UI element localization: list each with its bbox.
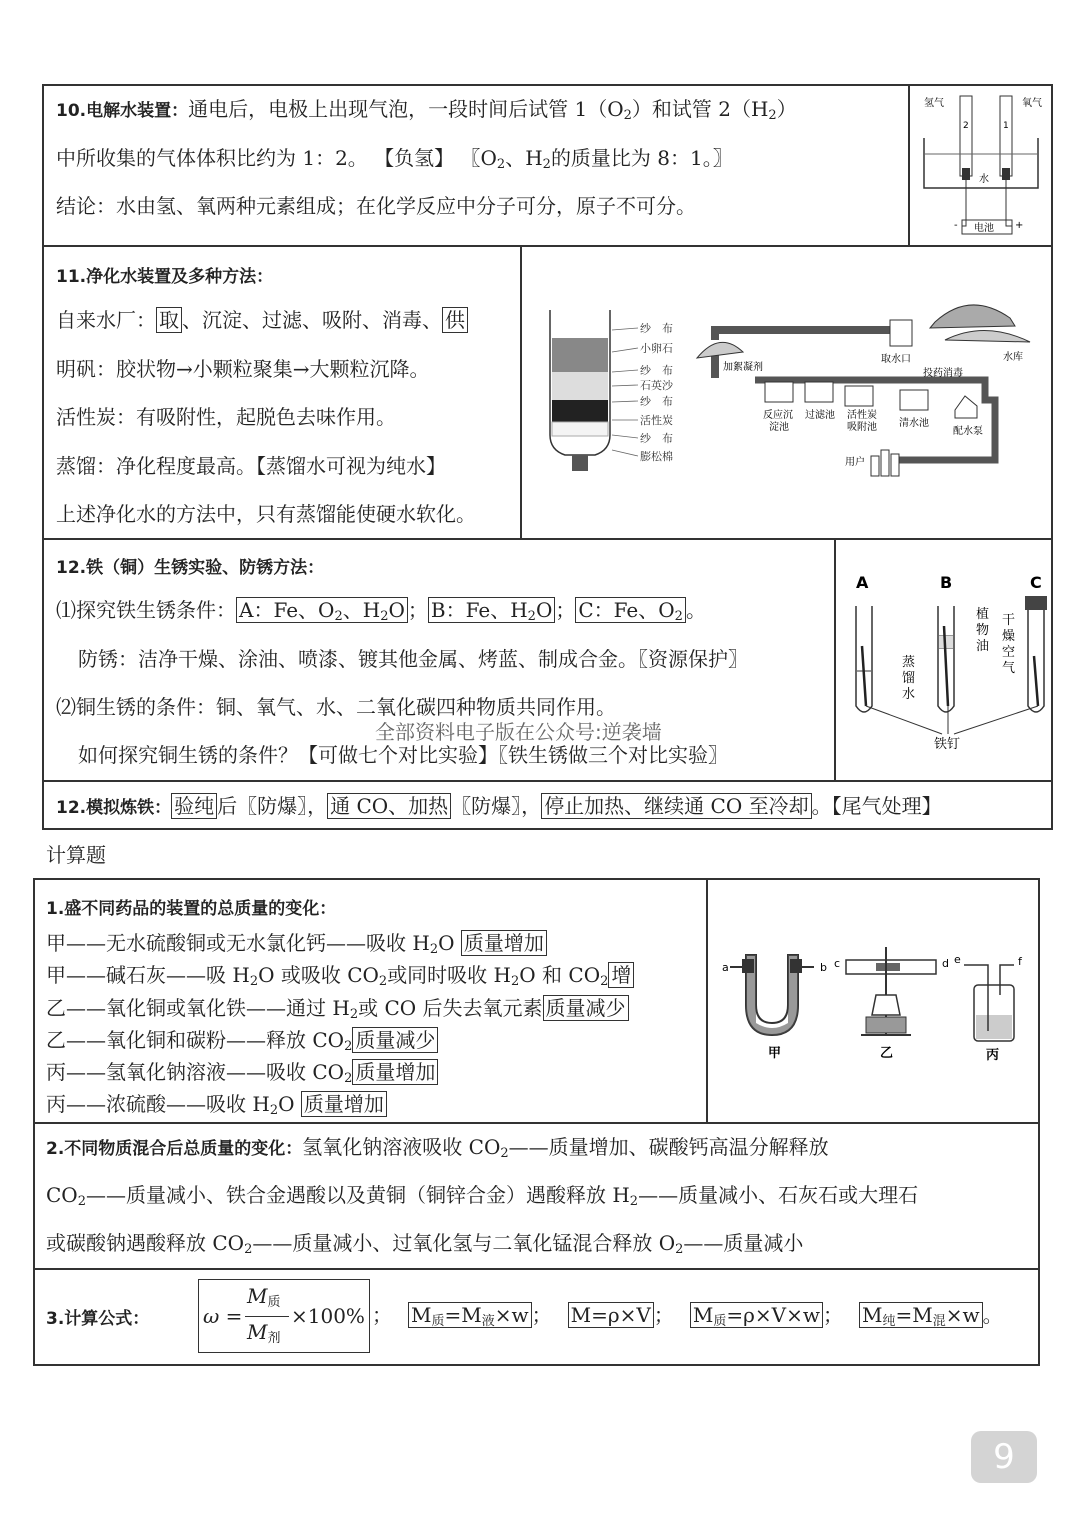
text: 。 bbox=[685, 598, 706, 622]
percent: ×100% bbox=[291, 1304, 365, 1328]
boxed-text: 质量增加 bbox=[352, 1059, 438, 1085]
calc-3-title: 3.计算公式： bbox=[46, 1309, 150, 1329]
nail-label: 铁钉 bbox=[934, 737, 961, 752]
text: ； bbox=[372, 1303, 392, 1327]
port-b: b bbox=[820, 961, 827, 974]
filter-label: 活性炭 bbox=[640, 414, 673, 427]
boxed-text: 质量增加 bbox=[461, 930, 547, 956]
text: ； bbox=[653, 1303, 674, 1327]
rust-experiment-diagram bbox=[842, 566, 1050, 776]
boxed-text: 增 bbox=[608, 962, 634, 988]
h2-label: 氢气 bbox=[924, 98, 944, 109]
text: M bbox=[247, 1320, 268, 1344]
text: 质 bbox=[713, 1314, 727, 1329]
port-c: c bbox=[834, 957, 841, 970]
filter-label: 石英沙 bbox=[640, 379, 673, 392]
boxed-text: 停止加热、继续通 CO 至冷却 bbox=[541, 793, 811, 819]
electrolysis-diagram bbox=[912, 88, 1050, 244]
text: 2 bbox=[429, 942, 439, 957]
numerator bbox=[247, 1284, 281, 1310]
calc-1-row bbox=[46, 1059, 438, 1092]
section-11-line-4: 蒸馏：净化程度最高。【蒸馏水可视为纯水】 bbox=[56, 454, 446, 478]
omega: ω = bbox=[203, 1304, 243, 1328]
section-11-line-1 bbox=[56, 307, 468, 333]
section-10-line-3: 结论：水由氢、氧两种元素组成；在化学反应中分子可分，原子不可分。 bbox=[56, 194, 696, 218]
text: ； bbox=[822, 1303, 843, 1327]
text: 2 bbox=[344, 1071, 353, 1086]
water-label: 水 bbox=[979, 174, 989, 185]
formula-line bbox=[372, 1302, 1003, 1335]
tube-1 bbox=[960, 96, 972, 176]
section-12-title: 12.铁（铜）生锈实验、防锈方法： bbox=[56, 558, 325, 578]
watermark: 全部资料电子版在公众号:逆袭墙 bbox=[375, 720, 662, 744]
react-label-2: 淀池 bbox=[769, 422, 789, 433]
text: 、H bbox=[505, 146, 543, 170]
fraction-bar bbox=[245, 1316, 289, 1317]
text: =ρ×V×w bbox=[726, 1303, 820, 1327]
text: 丙——氢氧化钠溶液——吸收 CO bbox=[46, 1060, 345, 1084]
text: 或 CO 后失去氧元素 bbox=[358, 996, 543, 1020]
text: 质 bbox=[431, 1314, 445, 1329]
oil-label: 油 bbox=[976, 639, 990, 654]
text: ； bbox=[555, 598, 576, 622]
filter-pool-label: 过滤池 bbox=[805, 410, 835, 421]
electrode-1 bbox=[962, 168, 970, 180]
coag-label: 加絮凝剂 bbox=[723, 362, 763, 373]
pump-label: 配水泵 bbox=[953, 426, 983, 437]
text: 、H bbox=[342, 598, 381, 622]
user-label: 用户 bbox=[845, 457, 865, 468]
text: 、沉淀、过滤、吸附、消毒、 bbox=[182, 308, 442, 332]
boxed-text: 质量减少 bbox=[352, 1027, 438, 1053]
text: ——质量减小 bbox=[683, 1231, 804, 1255]
water-label: 馏 bbox=[902, 671, 916, 686]
carbon-label-2: 吸附池 bbox=[847, 422, 877, 433]
text: O bbox=[388, 598, 405, 622]
label-bing: 丙 bbox=[986, 1048, 1000, 1063]
text: O 和 CO bbox=[519, 963, 601, 987]
text: =M bbox=[895, 1303, 933, 1327]
section-11-line-5: 上述净化水的方法中，只有蒸馏能使硬水软化。 bbox=[56, 502, 476, 526]
section-11-title: 11.净化水装置及多种方法： bbox=[56, 267, 274, 287]
clean-pool-label: 清水池 bbox=[899, 418, 929, 429]
battery-label: 电池 bbox=[974, 223, 994, 234]
text: 2 bbox=[378, 974, 388, 989]
boxed-text: 通 CO、加热 bbox=[327, 793, 451, 819]
dry-air-label: 气 bbox=[1002, 661, 1016, 676]
formula-fraction bbox=[198, 1279, 370, 1353]
text: 氢氧化钠溶液吸收 CO bbox=[302, 1135, 501, 1159]
water-plant-diagram bbox=[695, 290, 1045, 490]
text: M bbox=[692, 1303, 714, 1327]
section-12-line-4: 如何探究铜生锈的条件？【可做七个对比实验】〖铁生锈做三个对比实验〗 bbox=[78, 743, 728, 767]
boxed-text: 验纯 bbox=[171, 793, 217, 819]
tube-2 bbox=[1000, 96, 1012, 176]
calc-1-row bbox=[46, 962, 634, 995]
calc-2-line-1: 2.不同物质混合后总质量的变化：氢氧化钠溶液吸收 $CO_2——$质量增加、碳酸钙高温分解释放 bbox=[46, 1135, 829, 1161]
text: 自来水厂： bbox=[56, 308, 156, 332]
denominator bbox=[247, 1320, 281, 1346]
cotton-layer bbox=[552, 422, 608, 436]
text: 或同时吸收 H bbox=[387, 963, 511, 987]
text: 2 bbox=[344, 1039, 353, 1054]
text: 甲——碱石灰——吸 H bbox=[46, 963, 250, 987]
minus-label: - bbox=[954, 220, 958, 231]
reservoir-label: 水库 bbox=[1003, 352, 1023, 363]
intake-box bbox=[890, 320, 912, 346]
tube-num-1: 1 bbox=[1003, 121, 1009, 131]
page-number-badge: 9 bbox=[971, 1431, 1037, 1483]
water-filter-diagram bbox=[540, 310, 690, 490]
filter-label: 小卵石 bbox=[640, 342, 673, 355]
condition-c: C：Fe、$O_2$ bbox=[575, 597, 686, 623]
text: 混 bbox=[932, 1314, 946, 1329]
tube-b-label: B bbox=[940, 573, 953, 592]
intake-label: 取水口 bbox=[881, 354, 911, 365]
section-10-line-1: 10.电解水装置：通电后，电极上出现气泡，一段时间后试管 $1(O_2)$和试管 $2(H_2)$ bbox=[56, 97, 797, 123]
calc-1-row bbox=[46, 1027, 438, 1060]
tube-num-2: 2 bbox=[963, 121, 969, 131]
disinfect-label: 投药消毒 bbox=[923, 368, 963, 379]
boxed-text: 供 bbox=[442, 307, 468, 333]
wires bbox=[962, 180, 1012, 226]
label-jia: 甲 bbox=[768, 1046, 782, 1061]
filter-label: 纱 布 bbox=[640, 432, 673, 445]
text: ——质量减小、石灰石或大理石 bbox=[638, 1183, 919, 1207]
react-label-1: 反应沉 bbox=[763, 410, 793, 421]
text: 通电后，电极上出现气泡，一段时间后试管 1（O bbox=[188, 97, 624, 121]
section-12-divider bbox=[834, 538, 836, 782]
calc-1-title: 1.盛不同药品的装置的总质量的变化： bbox=[46, 899, 337, 919]
carbon-label-1: 活性炭 bbox=[847, 410, 877, 421]
port-a: a bbox=[722, 961, 729, 974]
calc-1-row bbox=[46, 930, 547, 963]
text: C：Fe、O bbox=[578, 598, 675, 622]
filter-label: 纱 布 bbox=[640, 364, 673, 377]
text: ×w bbox=[494, 1303, 529, 1327]
condition-b: B：Fe、$H_2O$ bbox=[428, 597, 555, 623]
formula-3 bbox=[690, 1302, 823, 1328]
text: 纯 bbox=[882, 1314, 896, 1329]
port-d: d bbox=[942, 957, 949, 970]
filter-label: 纱 布 bbox=[640, 395, 673, 408]
calc-1-row bbox=[46, 1091, 387, 1124]
section-10-title: 10.电解水装置： bbox=[56, 101, 189, 121]
section-12-line-2: 防锈：洁净干燥、涂油、喷漆、镀其他金属、烤蓝、制成合金。〖资源保护〗 bbox=[78, 647, 748, 671]
tube-a-label: A bbox=[856, 573, 869, 592]
section-10-line-2: 中所收集的气体体积比约为 1：2。 【负氢】 〖$O_2$、$H_2$的质量比为 8：1。〗 bbox=[56, 146, 733, 172]
text: CO bbox=[46, 1183, 78, 1207]
dry-air-label: 燥 bbox=[1002, 629, 1016, 644]
dry-air-label: 干 bbox=[1002, 613, 1016, 628]
text: M bbox=[861, 1303, 883, 1327]
text: 2 bbox=[600, 974, 609, 989]
text: M bbox=[411, 1303, 432, 1327]
section-12-line-3: ⑵铜生锈的条件：铜、氧气、水、二氧化碳四种物质共同作用。 bbox=[56, 695, 616, 719]
boxed-text: 质量增加 bbox=[301, 1091, 387, 1117]
text: B：Fe、H bbox=[430, 598, 528, 622]
calc-2-line-2: $CO_2——$质量减小、铁合金遇酸以及黄铜（铜锌合金）遇酸释放 $H_2——$质量减小、石灰石或大理石 bbox=[46, 1183, 919, 1209]
calc-2-line-3: 或碳酸钠遇酸释放 $CO_2——$质量减小、过氧化氢与二氧化锰混合释放 $O_2——$质量减小 bbox=[46, 1231, 804, 1257]
apparatus-diagram bbox=[716, 935, 1034, 1070]
pebble-layer bbox=[552, 338, 608, 372]
text: 液 bbox=[481, 1314, 495, 1329]
sand-layer bbox=[552, 372, 608, 400]
boxed-text: 质量减少 bbox=[543, 995, 629, 1021]
section-12b-title: 12.模拟炼铁： bbox=[56, 798, 172, 818]
port-e: e bbox=[954, 953, 961, 966]
section-11-divider bbox=[520, 245, 522, 540]
text: O bbox=[278, 1092, 301, 1116]
text: ）和试管 2（H bbox=[631, 97, 769, 121]
text: ×w bbox=[945, 1303, 980, 1327]
section-12-line-1 bbox=[56, 597, 706, 630]
calc-2-title: 2.不同物质混合后总质量的变化： bbox=[46, 1139, 303, 1159]
filter-label: 纱 布 bbox=[640, 322, 673, 335]
label-yi: 乙 bbox=[880, 1046, 894, 1061]
oil-label: 植 bbox=[976, 607, 990, 622]
text: 2 bbox=[511, 974, 520, 989]
text: ——质量增加、碳酸钙高温分解释放 bbox=[508, 1135, 829, 1159]
text: 甲——无水硫酸铜或无水氯化钙——吸收 H bbox=[46, 931, 430, 955]
section-11-line-2: 明矾：胶状物→小颗粒聚集→大颗粒沉降。 bbox=[56, 357, 430, 381]
boxed-text: 取 bbox=[156, 307, 182, 333]
text: 〖防爆〗， bbox=[451, 794, 542, 818]
dry-air-label: 空 bbox=[1002, 645, 1016, 660]
text: O 或吸收 CO bbox=[258, 963, 379, 987]
text: 。 bbox=[982, 1303, 1003, 1327]
tube-c-label: C bbox=[1030, 573, 1042, 592]
calc-1-row bbox=[46, 995, 629, 1028]
oil-label: 物 bbox=[976, 623, 990, 638]
calc-heading: 计算题 bbox=[46, 843, 106, 867]
text: ——质量减小、过氧化氢与二氧化锰混合释放 O bbox=[252, 1231, 676, 1255]
text: A：Fe、O bbox=[239, 598, 335, 622]
formula-1 bbox=[408, 1302, 532, 1328]
text: 或碳酸钠遇酸释放 CO bbox=[46, 1231, 245, 1255]
text: 2 bbox=[249, 974, 259, 989]
text: 2 bbox=[349, 1007, 359, 1022]
text: M bbox=[247, 1284, 268, 1308]
text: 的质量比为 8：1。〗 bbox=[550, 146, 733, 170]
outlet bbox=[572, 455, 588, 471]
port-f: f bbox=[1018, 955, 1022, 968]
text: 。【尾气处理】 bbox=[811, 794, 942, 818]
condition-a: A：Fe、$O_2$、$H_2O$ bbox=[236, 597, 408, 623]
text: ——质量减小、铁合金遇酸以及黄铜（铜锌合金）遇酸释放 H bbox=[85, 1183, 630, 1207]
text: ） bbox=[776, 97, 797, 121]
text: 乙——氧化铜和碳粉——释放 CO bbox=[46, 1028, 345, 1052]
section-12b-line bbox=[56, 793, 942, 821]
text: =M bbox=[444, 1303, 482, 1327]
formula-2: M=ρ×V bbox=[568, 1302, 654, 1328]
text: 丙——浓硫酸——吸收 H bbox=[46, 1092, 270, 1116]
carbon-layer bbox=[552, 400, 608, 422]
water-label: 水 bbox=[902, 687, 916, 702]
formula-4 bbox=[859, 1302, 983, 1328]
text: 2 bbox=[269, 1103, 279, 1118]
text: ⑴探究铁生锈条件： bbox=[56, 598, 236, 622]
plus-label: + bbox=[1015, 220, 1024, 231]
calc-1-divider bbox=[706, 878, 708, 1124]
text: O bbox=[438, 931, 461, 955]
section-11-line-3: 活性炭：有吸附性，起脱色去味作用。 bbox=[56, 405, 396, 429]
filter-label: 膨松棉 bbox=[640, 450, 673, 463]
text: 中所收集的气体体积比约为 1：2。 【负氢】 〖O bbox=[56, 146, 497, 170]
text: 乙——氧化铜或氧化铁——通过 H bbox=[46, 996, 350, 1020]
text: O bbox=[535, 598, 553, 622]
text: 剂 bbox=[267, 1331, 281, 1346]
text: 质 bbox=[267, 1295, 281, 1310]
water-label: 蒸 bbox=[902, 655, 916, 670]
text: 后〖防爆〗， bbox=[217, 794, 328, 818]
text: ； bbox=[407, 598, 428, 622]
stopper-c bbox=[1025, 596, 1047, 610]
o2-label: 氧气 bbox=[1022, 98, 1042, 109]
electrode-2 bbox=[1002, 168, 1010, 180]
text: ； bbox=[531, 1303, 552, 1327]
